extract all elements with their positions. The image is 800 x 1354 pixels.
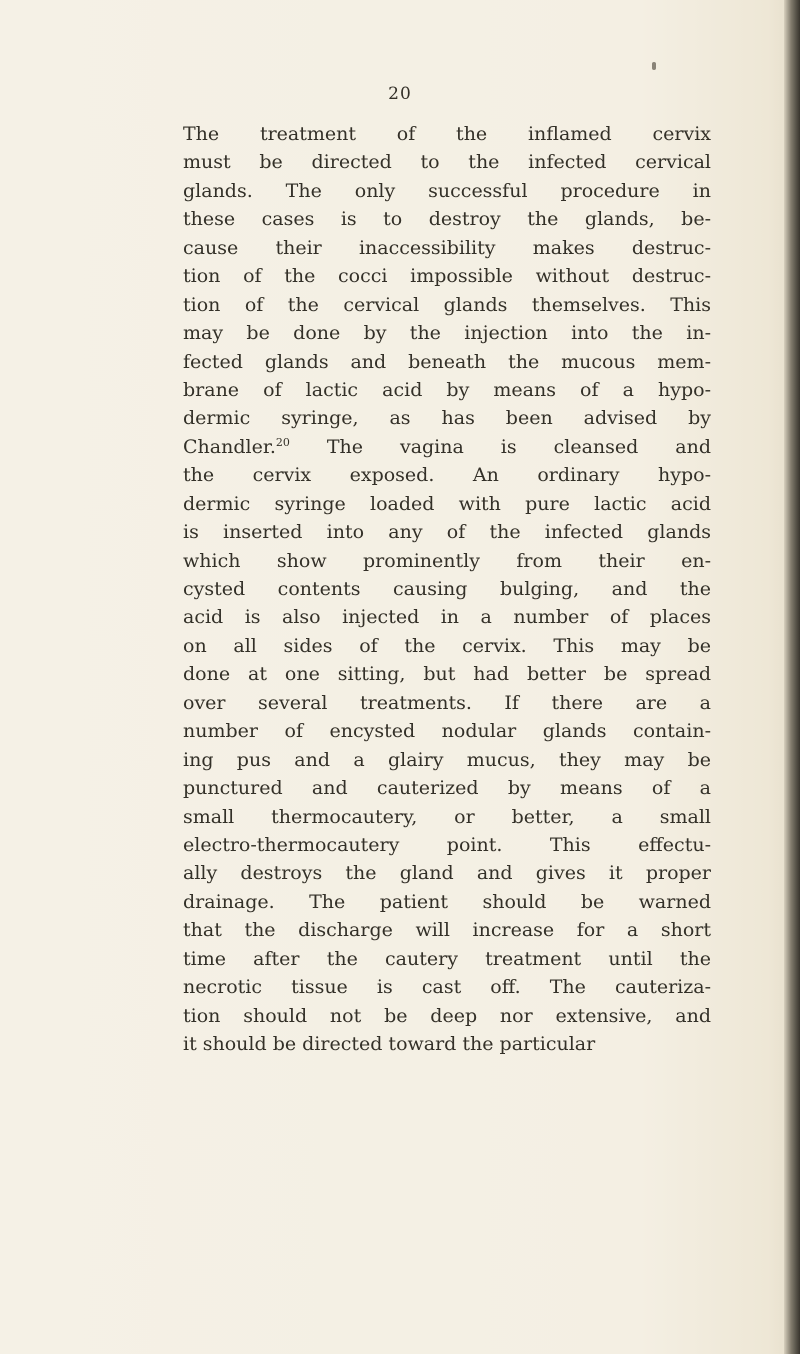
text-line: electro-thermocautery point. This effectu- [183, 833, 711, 856]
citation-name: Chandler. [183, 435, 276, 458]
body-paragraph [183, 120, 711, 1058]
text-line: small thermocautery, or better, a small [183, 805, 711, 828]
text-line: on all sides of the cervix. This may be [183, 634, 711, 657]
text-line: over several treatments. If there are a [183, 691, 711, 714]
text-line: may be done by the injection into the in- [183, 322, 711, 345]
text-line: brane of lactic acid by means of a hypo- [183, 378, 711, 401]
text-line: tion of the cervical glands themselves. This [183, 293, 711, 316]
text-line: time after the cautery treatment until the [183, 947, 711, 970]
text-line: tion of the cocci impossible without destruc- [183, 265, 711, 288]
text-line: fected glands and beneath the mucous mem- [183, 350, 711, 373]
text-line: these cases is to destroy the glands, be- [183, 208, 711, 231]
text-line: number of encysted nodular glands contain- [183, 720, 711, 743]
page-edge-shadow [784, 0, 800, 1354]
text-line: must be directed to the infected cervical [183, 151, 711, 174]
text-line: drainage. The patient should be warned [183, 890, 711, 913]
text-line-with-footnote [183, 433, 711, 461]
text-line: which show prominently from their en- [183, 549, 711, 572]
text-line: ing pus and a glairy mucus, they may be [183, 748, 711, 771]
text-line-continuation: The vagina is cleansed and [289, 435, 711, 458]
ink-speck [652, 62, 656, 70]
text-line: done at one sitting, but had better be spread [183, 663, 711, 686]
footnote-reference: 20 [275, 435, 290, 449]
text-line: cysted contents causing bulging, and the [183, 578, 711, 600]
text-line: ally destroys the gland and gives it proper [183, 862, 711, 885]
text-line: that the discharge will increase for a short [183, 919, 711, 942]
text-line: punctured and cauterized by means of a [183, 777, 711, 800]
text-line: glands. The only successful procedure in [183, 179, 711, 202]
text-line: dermic syringe, as has been advised by [183, 407, 711, 430]
text-line: cause their inaccessibility makes destruc- [183, 236, 711, 259]
text-line: necrotic tissue is cast off. The cauteriza- [183, 976, 711, 999]
text-line: the cervix exposed. An ordinary hypo- [183, 464, 711, 487]
text-line: The treatment of the inflamed cervix [183, 123, 711, 145]
text-line: acid is also injected in a number of places [183, 606, 711, 629]
text-line: tion should not be deep nor extensive, and [183, 1004, 711, 1027]
page-number: 20 [388, 84, 412, 104]
text-line: dermic syringe loaded with pure lactic acid [183, 492, 711, 515]
text-line: it should be directed toward the particular [183, 1033, 596, 1055]
text-line: is inserted into any of the infected glands [183, 521, 711, 544]
